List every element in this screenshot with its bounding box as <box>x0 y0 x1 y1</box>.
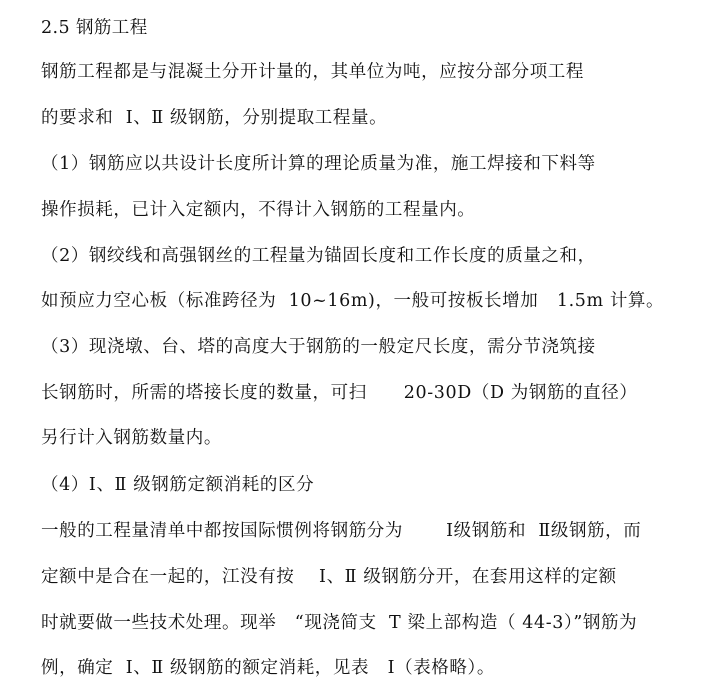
paragraph-line-5: （2）钢绞线和高强钢丝的工程量为锚固长度和工作长度的质量之和， <box>41 246 596 266</box>
paragraph-line-13: 时就要做一些技术处理。现举 “现浇简支 T 梁上部构造（ 44-3）”钢筋为 <box>41 613 638 633</box>
paragraph-line-2: 的要求和 Ⅰ、Ⅱ 级钢筋，分别提取工程量。 <box>41 108 388 128</box>
section-heading: 2.5 钢筋工程 <box>41 18 148 38</box>
paragraph-line-4: 操作损耗，已计入定额内，不得计入钢筋的工程量内。 <box>41 200 476 220</box>
paragraph-line-12: 定额中是合在一起的，江没有按 Ⅰ、Ⅱ 级钢筋分开，在套用这样的定额 <box>41 567 617 587</box>
paragraph-line-6: 如预应力空心板（标准跨径为 10~16m)，一般可按板长增加 1.5m 计算。 <box>41 291 665 311</box>
paragraph-line-8: 长钢筋时，所需的塔接长度的数量，可扫 20-30D（D 为钢筋的直径） <box>41 383 638 403</box>
paragraph-line-11: 一般的工程量清单中都按国际惯例将钢筋分为 Ⅰ级钢筋和 Ⅱ级钢筋，而 <box>41 521 642 541</box>
paragraph-line-3: （1）钢筋应以共设计长度所计算的理论质量为准，施工焊接和下料等 <box>41 154 596 174</box>
paragraph-line-14: 例，确定 Ⅰ、Ⅱ 级钢筋的额定消耗，见表 Ⅰ（表格略）。 <box>41 658 495 678</box>
paragraph-line-7: （3）现浇墩、台、塔的高度大于钢筋的一般定尺长度，需分节浇筑接 <box>41 337 596 357</box>
paragraph-line-1: 钢筋工程都是与混凝土分开计量的，其单位为吨，应按分部分项工程 <box>41 62 584 82</box>
paragraph-line-9: 另行计入钢筋数量内。 <box>41 428 222 448</box>
paragraph-line-10: （4）Ⅰ、Ⅱ 级钢筋定额消耗的区分 <box>41 475 315 495</box>
